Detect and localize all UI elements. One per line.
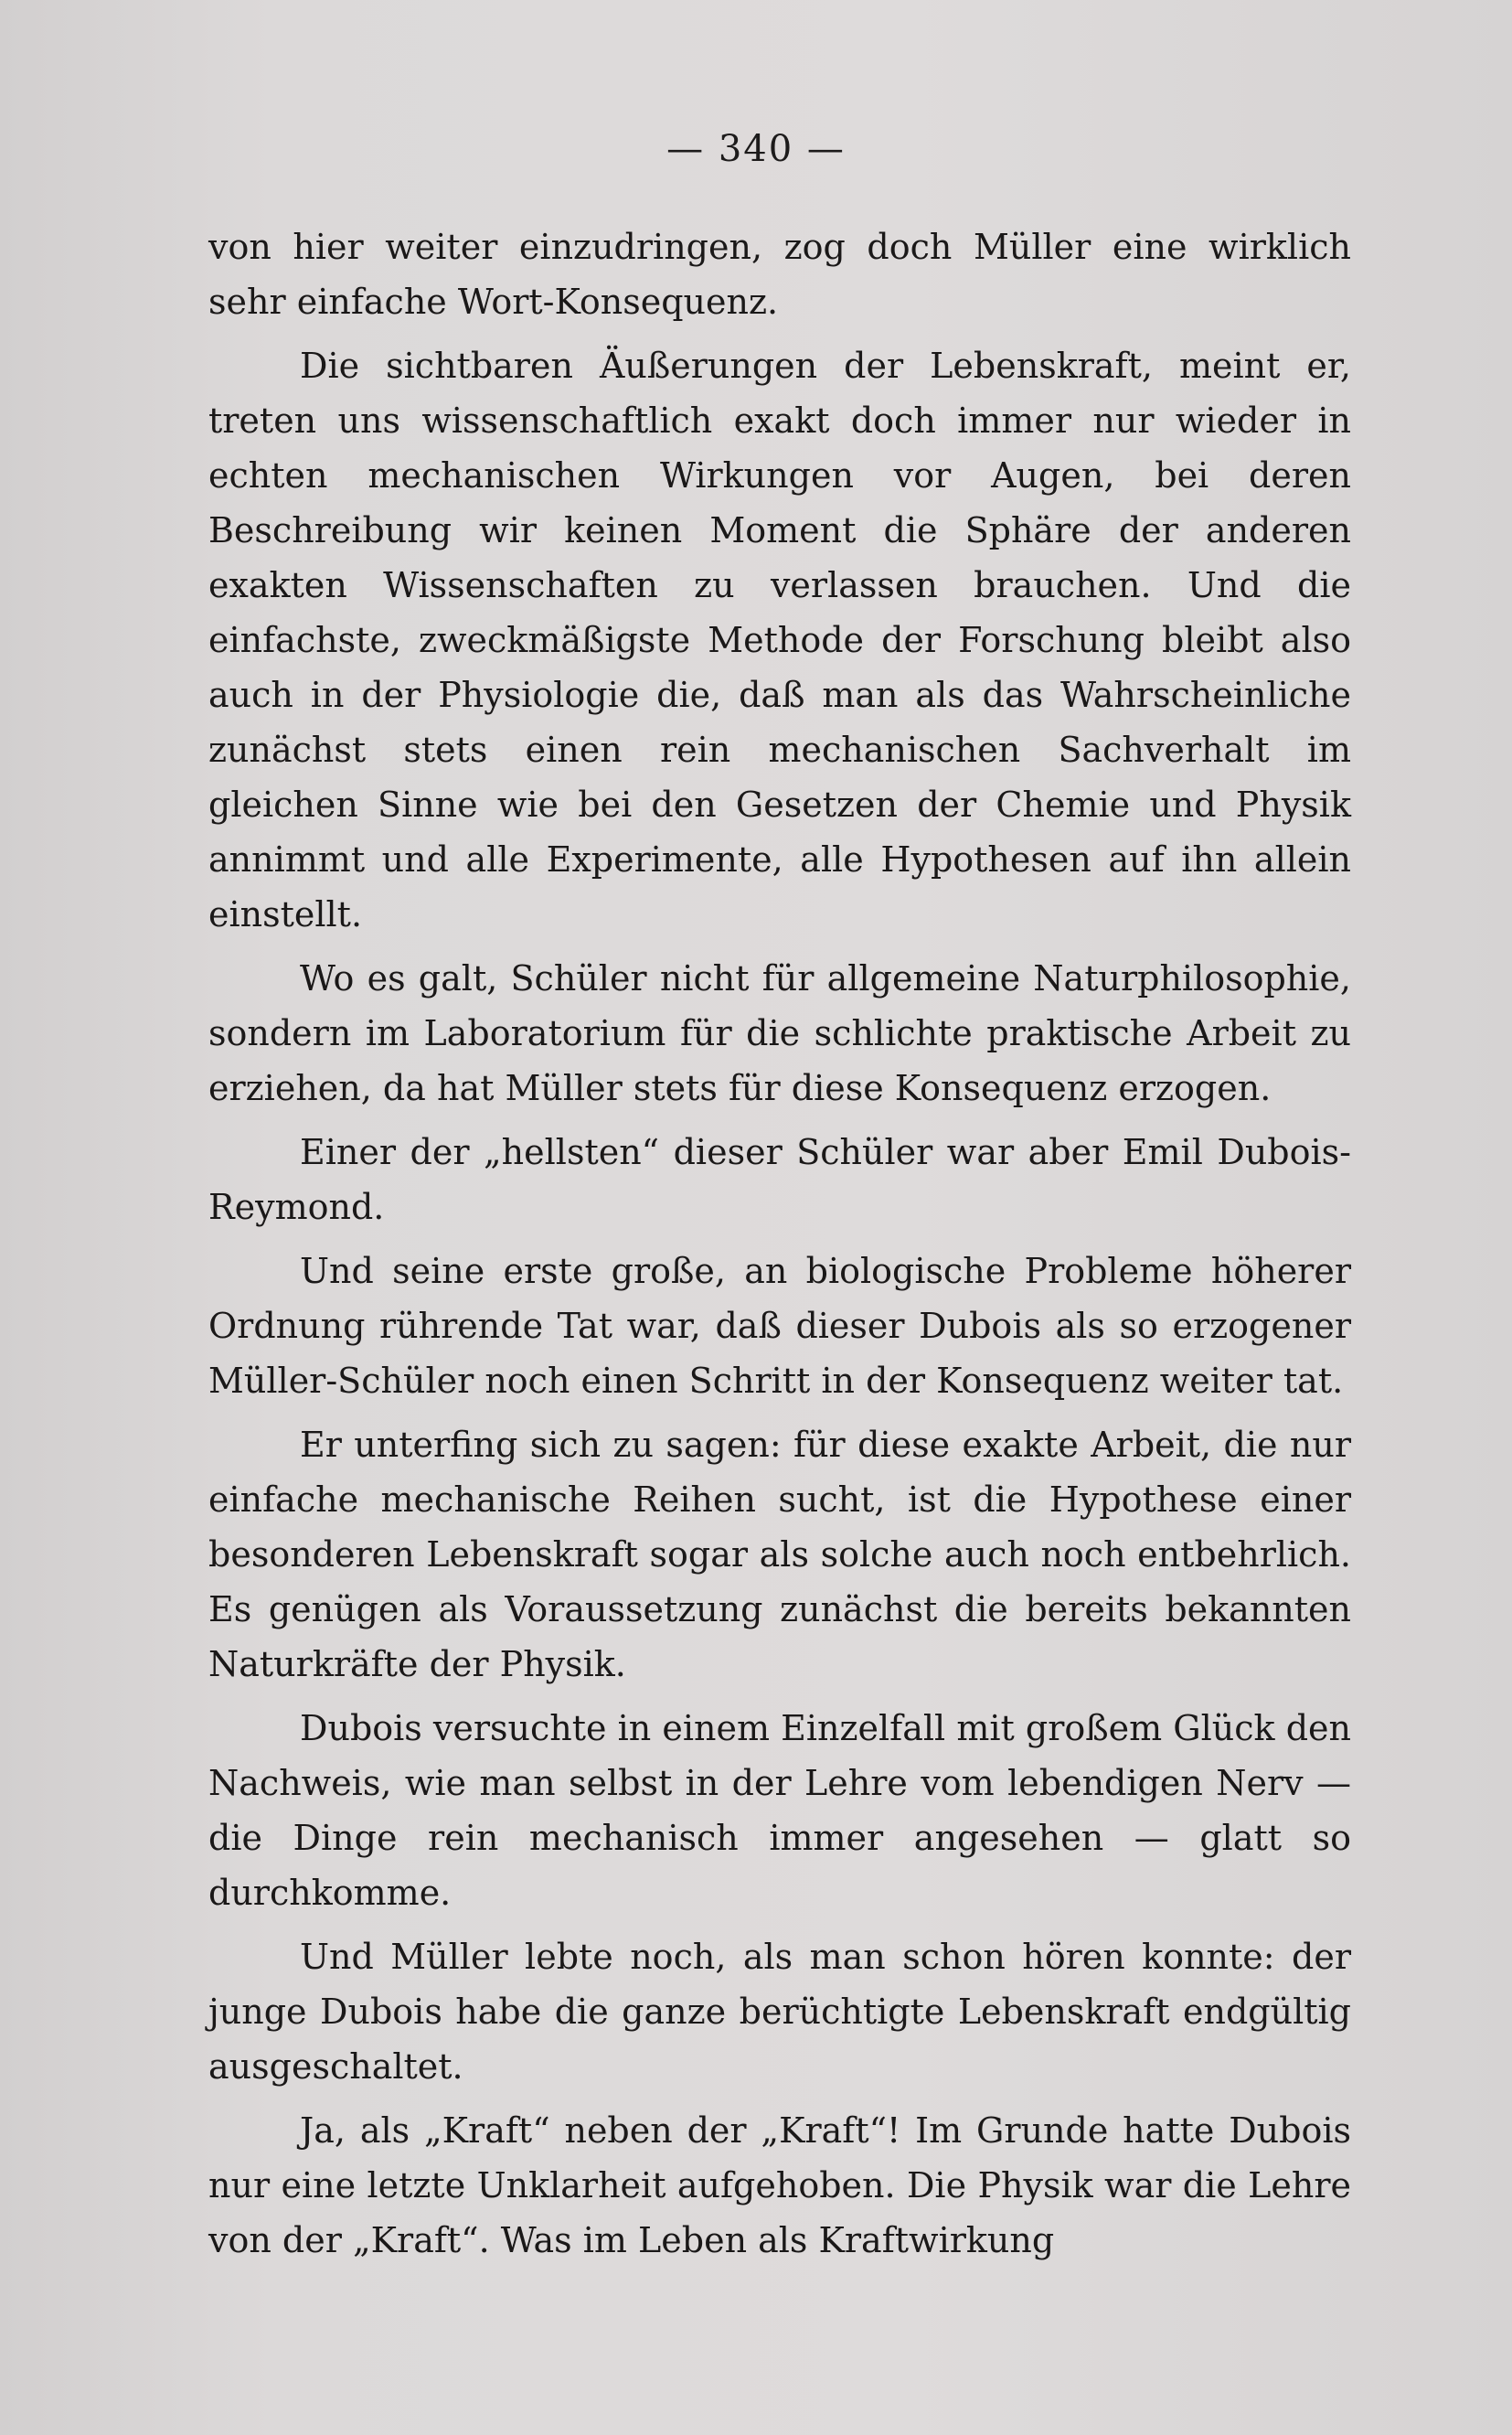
page-number: — 340 — <box>666 128 846 170</box>
paragraph-continuation: von hier weiter einzudringen, zog doch Müller eine wirklich sehr einfache Wort-Konsequenz. <box>208 227 1351 322</box>
paragraph: Und seine erste große, an biologische Probleme höherer Ordnung rührende Tat war, daß dieser Dubois als so erzogener Müller-Schüler noch einen Schritt in der Konsequenz weiter tat. <box>208 1251 1351 1401</box>
paragraph: Dubois versuchte in einem Einzelfall mit großem Glück den Nachweis, wie man selbst in der Lehre vom lebendigen Nerv — die Dinge rein mechanisch immer angesehen — glatt so durchkomme. <box>208 1708 1351 1913</box>
paragraph: Er unterfing sich zu sagen: für diese exakte Arbeit, die nur einfache mechanische Reihen sucht, ist die Hypothese einer besonderen Lebenskraft sogar als solche auch noch entbehrlich. Es genügen als Voraussetzung zunächst die bereits bekannten Naturkräfte der Physik. <box>208 1425 1351 1684</box>
paragraph: Die sichtbaren Äußerungen der Lebenskraft, meint er, treten uns wissenschaftlich exakt doch immer nur wieder in echten mechanischen Wirkungen vor Augen, bei deren Beschreibung wir keinen Moment die Sphäre der anderen exakten Wissenschaften zu verlassen brauchen. Und die einfachste, zweckmäßigste Methode der Forschung bleibt also auch in der Physiologie die, daß man als das Wahrscheinliche zunächst stets einen rein mechanischen Sachverhalt im gleichen Sinne wie bei den Gesetzen der Chemie und Physik annimmt und alle Experimente, alle Hypothesen auf ihn allein einstellt. <box>208 346 1351 934</box>
paragraph: Wo es galt, Schüler nicht für allgemeine Naturphilosophie, sondern im Laboratorium für die schlichte praktische Arbeit zu erziehen, da hat Müller stets für diese Konsequenz erzogen. <box>208 958 1351 1108</box>
body-text <box>208 219 1351 2277</box>
paragraph: Ja, als „Kraft“ neben der „Kraft“! Im Grunde hatte Dubois nur eine letzte Unklarheit aufgehoben. Die Physik war die Lehre von der „Kraft“. Was im Leben als Kraftwirkung <box>208 2110 1351 2260</box>
paragraph: Einer der „hellsten“ dieser Schüler war aber Emil Dubois-Reymond. <box>208 1132 1351 1227</box>
paragraph: Und Müller lebte noch, als man schon hören konnte: der junge Dubois habe die ganze berüchtigte Lebenskraft endgültig ausgeschaltet. <box>208 1937 1351 2087</box>
